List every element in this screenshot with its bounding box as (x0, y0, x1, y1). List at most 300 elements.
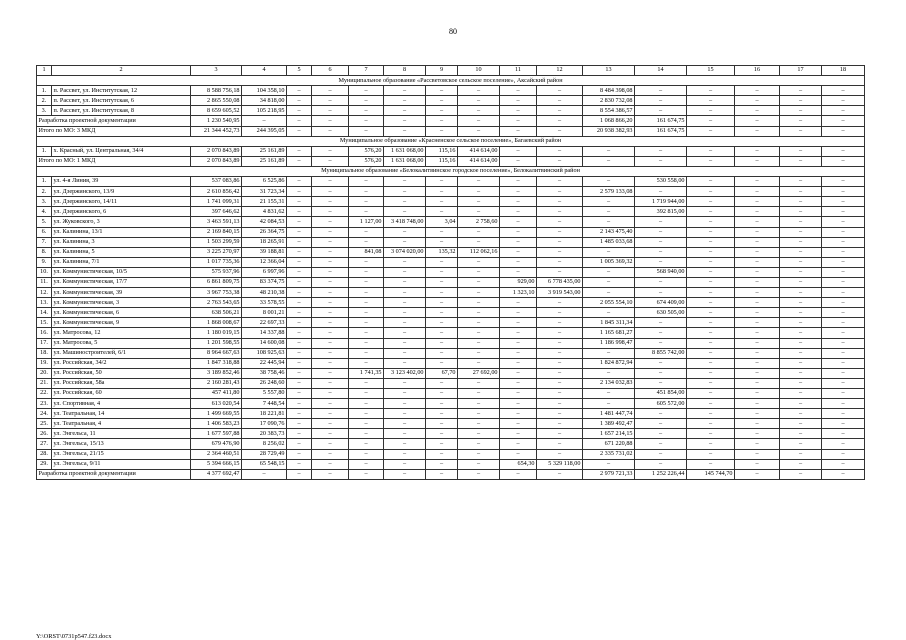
total-cell: – (349, 116, 384, 126)
total-row (37, 156, 865, 166)
value-cell: – (822, 267, 865, 277)
column-number: 11 (500, 66, 537, 76)
total-cell: – (822, 126, 865, 136)
value-cell: – (349, 358, 384, 368)
value-cell: – (349, 419, 384, 429)
value-cell: 3 225 270,97 (191, 247, 242, 257)
value-cell: – (312, 429, 349, 439)
total-cell: 1 230 540,95 (191, 116, 242, 126)
value-cell: – (349, 439, 384, 449)
value-cell: – (780, 207, 822, 217)
table-row (37, 197, 865, 207)
value-cell: – (537, 368, 583, 378)
value-cell: – (537, 378, 583, 388)
address-cell: ул. Энгельса, 9/11 (52, 459, 191, 469)
value-cell: – (780, 187, 822, 197)
value-cell: 841,08 (349, 247, 384, 257)
total-cell: – (500, 156, 537, 166)
row-number: 6. (37, 227, 52, 237)
value-cell: – (458, 348, 500, 358)
value-cell: – (349, 409, 384, 419)
value-cell: – (458, 96, 500, 106)
value-cell: – (287, 177, 312, 187)
row-number: 3. (37, 197, 52, 207)
value-cell: – (780, 217, 822, 227)
value-cell: – (384, 106, 426, 116)
value-cell: – (312, 419, 349, 429)
value-cell: 1 186 998,47 (583, 338, 635, 348)
row-number: 15. (37, 318, 52, 328)
value-cell: – (583, 368, 635, 378)
address-cell: п. Рассвет, ул. Институтская, 12 (52, 86, 191, 96)
value-cell: – (822, 146, 865, 156)
value-cell: – (687, 318, 735, 328)
value-cell: – (822, 187, 865, 197)
row-number: 8. (37, 247, 52, 257)
value-cell: – (735, 227, 780, 237)
value-cell: – (312, 409, 349, 419)
value-cell: – (287, 378, 312, 388)
total-cell: – (537, 156, 583, 166)
total-cell: – (735, 156, 780, 166)
table-row (37, 237, 865, 247)
value-cell: – (312, 459, 349, 469)
address-cell: ул. Калинина, 13/1 (52, 227, 191, 237)
total-cell: – (500, 116, 537, 126)
value-cell: – (287, 187, 312, 197)
value-cell: – (287, 277, 312, 287)
value-cell: 8 256,02 (242, 439, 287, 449)
value-cell: – (687, 247, 735, 257)
value-cell: – (287, 338, 312, 348)
total-cell: – (426, 126, 458, 136)
value-cell: – (349, 177, 384, 187)
value-cell: 105 218,95 (242, 106, 287, 116)
value-cell: – (287, 86, 312, 96)
value-cell: – (780, 439, 822, 449)
value-cell: – (384, 298, 426, 308)
value-cell: – (822, 86, 865, 96)
value-cell: – (687, 177, 735, 187)
row-number: 10. (37, 267, 52, 277)
value-cell: – (780, 399, 822, 409)
value-cell: – (312, 177, 349, 187)
value-cell: – (287, 207, 312, 217)
address-cell: п. Рассвет, ул. Институтская, 6 (52, 96, 191, 106)
value-cell: – (384, 308, 426, 318)
value-cell: – (384, 96, 426, 106)
value-cell: – (349, 318, 384, 328)
value-cell: – (312, 106, 349, 116)
value-cell: 65 548,15 (242, 459, 287, 469)
table-row (37, 419, 865, 429)
value-cell: – (458, 267, 500, 277)
address-cell: ул. Российская, 60 (52, 389, 191, 399)
value-cell: – (426, 338, 458, 348)
value-cell: – (500, 358, 537, 368)
value-cell: – (458, 399, 500, 409)
value-cell: – (458, 328, 500, 338)
address-cell: ул. Калинина, 7/1 (52, 257, 191, 267)
value-cell: – (635, 247, 687, 257)
value-cell: – (287, 358, 312, 368)
value-cell: 115,16 (426, 146, 458, 156)
value-cell: – (458, 177, 500, 187)
row-number: 17. (37, 338, 52, 348)
value-cell: – (458, 419, 500, 429)
value-cell: – (500, 318, 537, 328)
value-cell: – (312, 318, 349, 328)
total-cell: – (384, 116, 426, 126)
value-cell: – (583, 277, 635, 287)
value-cell: – (312, 358, 349, 368)
value-cell: – (349, 237, 384, 247)
total-cell: – (287, 156, 312, 166)
total-cell: 21 344 452,73 (191, 126, 242, 136)
value-cell: – (349, 106, 384, 116)
value-cell: – (458, 409, 500, 419)
value-cell: – (687, 288, 735, 298)
value-cell: 1 719 944,00 (635, 197, 687, 207)
value-cell: – (687, 419, 735, 429)
total-cell: – (537, 126, 583, 136)
row-number: 25. (37, 419, 52, 429)
value-cell: 22 445,94 (242, 358, 287, 368)
value-cell: 27 692,00 (458, 368, 500, 378)
total-cell: 1 252 226,44 (635, 469, 687, 479)
value-cell: – (312, 378, 349, 388)
total-cell: – (500, 126, 537, 136)
row-number: 13. (37, 298, 52, 308)
value-cell: – (687, 257, 735, 267)
value-cell: – (735, 86, 780, 96)
value-cell: 8 588 756,18 (191, 86, 242, 96)
table-row (37, 177, 865, 187)
total-cell: – (458, 116, 500, 126)
value-cell: – (500, 378, 537, 388)
value-cell: – (583, 247, 635, 257)
value-cell: – (780, 328, 822, 338)
row-number: 2. (37, 187, 52, 197)
value-cell: – (287, 197, 312, 207)
table-row (37, 358, 865, 368)
value-cell: – (426, 358, 458, 368)
total-cell: – (242, 469, 287, 479)
value-cell: 1 201 598,55 (191, 338, 242, 348)
value-cell: – (349, 227, 384, 237)
value-cell: – (735, 439, 780, 449)
value-cell: – (687, 348, 735, 358)
value-cell: 2 055 554,10 (583, 298, 635, 308)
address-cell: ул. Матросова, 5 (52, 338, 191, 348)
value-cell: – (780, 348, 822, 358)
value-cell: 3 189 852,46 (191, 368, 242, 378)
value-cell: – (822, 227, 865, 237)
value-cell: 5 394 666,15 (191, 459, 242, 469)
value-cell: – (458, 277, 500, 287)
value-cell: – (287, 257, 312, 267)
total-cell: 145 744,70 (687, 469, 735, 479)
value-cell: – (537, 247, 583, 257)
total-cell: – (687, 156, 735, 166)
value-cell: – (384, 277, 426, 287)
value-cell: – (426, 96, 458, 106)
value-cell: 28 729,49 (242, 449, 287, 459)
total-cell: 115,16 (426, 156, 458, 166)
total-cell: – (287, 469, 312, 479)
value-cell: – (384, 197, 426, 207)
value-cell: – (635, 277, 687, 287)
value-cell: – (735, 409, 780, 419)
value-cell: 25 161,89 (242, 146, 287, 156)
table-row (37, 368, 865, 378)
value-cell: – (458, 429, 500, 439)
value-cell: 8 964 667,63 (191, 348, 242, 358)
value-cell: – (537, 439, 583, 449)
row-number: 9. (37, 257, 52, 267)
column-number: 13 (583, 66, 635, 76)
value-cell: – (312, 439, 349, 449)
capital-repair-table (36, 65, 865, 480)
value-cell: – (583, 348, 635, 358)
value-cell: – (384, 318, 426, 328)
value-cell: – (287, 429, 312, 439)
value-cell: – (687, 338, 735, 348)
value-cell: – (780, 338, 822, 348)
value-cell: – (735, 378, 780, 388)
value-cell: – (780, 308, 822, 318)
value-cell: – (687, 227, 735, 237)
value-cell: – (537, 146, 583, 156)
value-cell: 67,70 (426, 368, 458, 378)
table-row (37, 86, 865, 96)
value-cell: – (780, 146, 822, 156)
value-cell: – (458, 106, 500, 116)
value-cell: – (384, 227, 426, 237)
value-cell: 671 220,88 (583, 439, 635, 449)
address-cell: ул. 4-я Линия, 39 (52, 177, 191, 187)
address-cell: ул. Дзержинского, 14/11 (52, 197, 191, 207)
value-cell: – (426, 237, 458, 247)
total-cell: – (312, 116, 349, 126)
value-cell: – (500, 419, 537, 429)
value-cell: 605 572,00 (635, 399, 687, 409)
value-cell: – (735, 146, 780, 156)
value-cell: – (537, 197, 583, 207)
total-cell: – (735, 469, 780, 479)
value-cell: 8 554 386,57 (583, 106, 635, 116)
column-number: 16 (735, 66, 780, 76)
value-cell: 2 865 550,08 (191, 96, 242, 106)
total-cell: 161 674,75 (635, 116, 687, 126)
value-cell: – (537, 267, 583, 277)
total-cell: – (384, 126, 426, 136)
value-cell: – (822, 277, 865, 287)
value-cell: – (384, 378, 426, 388)
value-cell: – (635, 96, 687, 106)
column-number: 5 (287, 66, 312, 76)
total-cell: 414 614,00 (458, 156, 500, 166)
value-cell: – (500, 96, 537, 106)
table-row (37, 378, 865, 388)
row-number: 14. (37, 308, 52, 318)
total-cell: 1 068 866,20 (583, 116, 635, 126)
row-number: 1. (37, 86, 52, 96)
address-cell: ул. Коммунистическая, 9 (52, 318, 191, 328)
value-cell: 3 967 753,38 (191, 288, 242, 298)
value-cell: – (687, 237, 735, 247)
value-cell: – (384, 439, 426, 449)
total-cell: – (287, 116, 312, 126)
value-cell: – (312, 348, 349, 358)
value-cell: – (780, 378, 822, 388)
value-cell: – (312, 298, 349, 308)
value-cell: – (312, 338, 349, 348)
row-number: 11. (37, 277, 52, 287)
value-cell: – (537, 318, 583, 328)
total-row (37, 126, 865, 136)
value-cell: – (349, 459, 384, 469)
table-row (37, 207, 865, 217)
row-number: 24. (37, 409, 52, 419)
value-cell: – (349, 96, 384, 106)
value-cell: 2 610 856,42 (191, 187, 242, 197)
value-cell: – (426, 429, 458, 439)
value-cell: – (349, 449, 384, 459)
value-cell: – (384, 419, 426, 429)
value-cell: – (287, 217, 312, 227)
value-cell: 1 127,00 (349, 217, 384, 227)
value-cell: – (458, 257, 500, 267)
value-cell: – (312, 207, 349, 217)
value-cell: – (426, 86, 458, 96)
value-cell: – (537, 237, 583, 247)
value-cell: – (780, 267, 822, 277)
value-cell: 1 406 583,23 (191, 419, 242, 429)
value-cell: – (426, 298, 458, 308)
value-cell: 1 657 214,15 (583, 429, 635, 439)
value-cell: – (780, 277, 822, 287)
value-cell: – (384, 338, 426, 348)
value-cell: 1 389 492,47 (583, 419, 635, 429)
row-number: 29. (37, 459, 52, 469)
total-cell: – (287, 126, 312, 136)
value-cell: – (537, 298, 583, 308)
table-row (37, 328, 865, 338)
value-cell: – (687, 96, 735, 106)
value-cell: – (822, 247, 865, 257)
value-cell: – (735, 207, 780, 217)
value-cell: – (537, 399, 583, 409)
table-row (37, 348, 865, 358)
column-number: 10 (458, 66, 500, 76)
value-cell: – (822, 399, 865, 409)
value-cell: – (312, 197, 349, 207)
value-cell: 39 188,81 (242, 247, 287, 257)
value-cell: – (635, 257, 687, 267)
value-cell: – (735, 277, 780, 287)
value-cell: – (426, 459, 458, 469)
value-cell: 31 723,34 (242, 187, 287, 197)
address-cell: ул. Калинина, 5 (52, 247, 191, 257)
value-cell: – (537, 409, 583, 419)
value-cell: – (287, 328, 312, 338)
column-number: 3 (191, 66, 242, 76)
value-cell: – (735, 237, 780, 247)
value-cell: 1 481 447,74 (583, 409, 635, 419)
value-cell: – (537, 217, 583, 227)
value-cell: 6 525,86 (242, 177, 287, 187)
value-cell: – (822, 308, 865, 318)
row-number: 19. (37, 358, 52, 368)
total-cell: – (384, 469, 426, 479)
value-cell: – (426, 207, 458, 217)
value-cell: – (735, 217, 780, 227)
address-cell: ул. Спортивная, 4 (52, 399, 191, 409)
value-cell: 674 409,00 (635, 298, 687, 308)
value-cell: – (735, 96, 780, 106)
value-cell: 26 364,75 (242, 227, 287, 237)
value-cell: – (735, 247, 780, 257)
value-cell: – (635, 419, 687, 429)
value-cell: 1 631 068,00 (384, 146, 426, 156)
value-cell: – (735, 328, 780, 338)
value-cell: 1 677 597,88 (191, 429, 242, 439)
value-cell: – (426, 288, 458, 298)
value-cell: – (349, 267, 384, 277)
address-cell: ул. Российская, 58а (52, 378, 191, 388)
value-cell: 2 143 475,40 (583, 227, 635, 237)
value-cell: – (287, 106, 312, 116)
value-cell: – (349, 298, 384, 308)
value-cell: – (822, 409, 865, 419)
value-cell: – (287, 368, 312, 378)
value-cell: – (384, 328, 426, 338)
value-cell: – (780, 237, 822, 247)
value-cell: – (287, 288, 312, 298)
value-cell: – (349, 288, 384, 298)
total-label: Итого по МО: 3 МКД (37, 126, 191, 136)
row-number: 5. (37, 217, 52, 227)
total-cell: – (537, 116, 583, 126)
address-cell: ул. Энгельса, 11 (52, 429, 191, 439)
value-cell: – (312, 277, 349, 287)
total-cell: – (500, 469, 537, 479)
value-cell: 20 383,73 (242, 429, 287, 439)
value-cell: – (384, 358, 426, 368)
total-cell: – (735, 126, 780, 136)
value-cell: – (822, 106, 865, 116)
value-cell: – (822, 338, 865, 348)
value-cell: – (312, 399, 349, 409)
column-number: 15 (687, 66, 735, 76)
value-cell: – (687, 217, 735, 227)
value-cell: – (287, 399, 312, 409)
value-cell: – (583, 459, 635, 469)
value-cell: – (822, 177, 865, 187)
value-cell: – (822, 298, 865, 308)
address-cell: ул. Коммунистическая, 17/7 (52, 277, 191, 287)
total-cell: – (780, 126, 822, 136)
value-cell: – (822, 288, 865, 298)
value-cell: – (349, 399, 384, 409)
value-cell: – (349, 348, 384, 358)
value-cell: – (312, 389, 349, 399)
row-number: 28. (37, 449, 52, 459)
value-cell: – (312, 247, 349, 257)
value-cell: – (780, 409, 822, 419)
value-cell: 1 180 019,15 (191, 328, 242, 338)
